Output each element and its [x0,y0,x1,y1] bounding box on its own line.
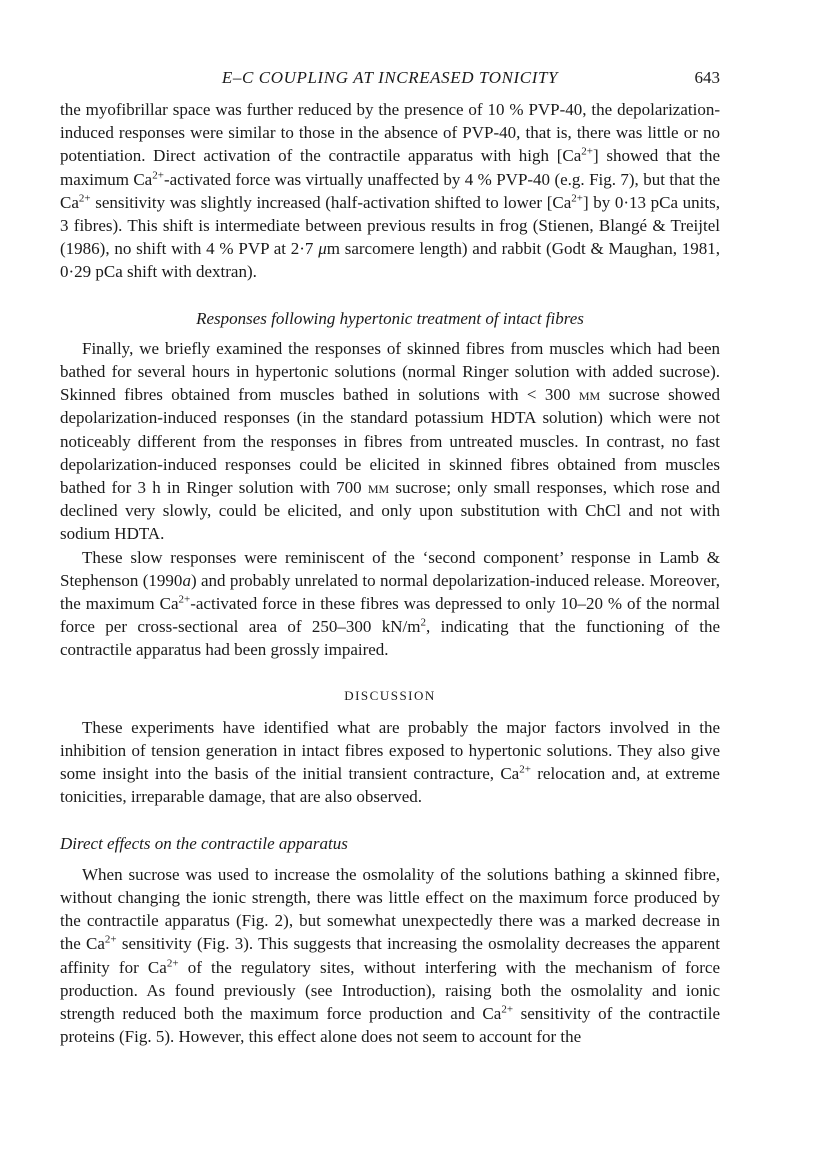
paragraph-hypertonic-treatment: Finally, we briefly examined the responses of skinned fibres from muscles which had been bathed for several hours in hypertonic solutions (normal Ringer solution with added sucrose). Skinned fibres obtained from muscles bathed in solutions with < 300 mm sucrose showed depolarization-induced responses (in the standard potassium HDTA solution) which were not noticeably different from the responses in fibres from untreated muscles. In contrast, no fast depolarization-induced responses could be elicited in skinned fibres obtained from muscles bathed for 3 h in Ringer solution with 700 mm sucrose; only small responses, which rose and declined very slowly, could be elicited, and only upon substitution with ChCl and not with sodium HDTA. [60,338,721,544]
subsection-heading-direct-effects: Direct effects on the contractile apparatus [60,834,348,854]
page-number: 643 [694,68,720,87]
section-heading-discussion: DISCUSSION [344,687,436,703]
article-body [60,98,720,1048]
paragraph-direct-effects: When sucrose was used to increase the osmolality of the solutions bathing a skinned fibre, without changing the ionic strength, there was little effect on the maximum force produced by the contractile apparatus (Fig. 2), but somewhat unexpectedly there was a marked decrease in the $Ca^{2+}$ sensitivity (Fig. 3). This suggests that increasing the osmolality decreases the apparent affinity for $Ca^{2+}$ of the regulatory sites, without interfering with the mechanism of force production. As found previously (see Introduction), raising both the osmolality and ionic strength reduced both the maximum force production and $Ca^{2+}$ sensitivity of the contractile proteins (Fig. 5). However, this effect alone does not seem to account for the [60,864,721,1047]
paragraph-discussion-intro: These experiments have identified what are probably the major factors involved in the inhibition of tension generation in intact fibres exposed to hypertonic solutions. They also give some insight into the basis of the initial transient contracture, $Ca^{2+}$ relocation and, at extreme tonicities, irreparable damage, that are also observed. [60,717,720,807]
running-title: E–C COUPLING AT INCREASED TONICITY [221,68,559,87]
paragraph-continued: the myofibrillar space was further reduced by the presence of 10 % PVP-40, the depolarization-induced responses were similar to those in the absence of PVP-40, that is, there was little or no potentiation. Direct activation of the contractile apparatus with high $[Ca^{2+}]$ showed that the maximum $Ca^{2+}$-activated force was virtually unaffected by 4 % PVP-40 (e.g. Fig. 7), but that the $Ca^{2+}$ sensitivity was slightly increased (half-activation shifted to lower $[Ca^{2+}]$ by 0·13 pCa units, 3 fibres). This shift is intermediate between previous results in frog (Stienen, Blangé & Treijtel (1986), no shift with 4 % PVP at 2·7 μm sarcomere length) and rabbit (Godt & Maughan, 1981, 0·29 pCa shift with dextran). [60,100,721,282]
subsection-heading-responses: Responses following hypertonic treatment of intact fibres [196,308,584,328]
paragraph-slow-responses: These slow responses were reminiscent of the ‘second component’ response in Lamb & Stephenson (1990a) and probably unrelated to normal depolarization-induced release. Moreover, the maximum $Ca^{2+}$-activated force in these fibres was depressed to only 10–20 % of the normal force per cross-sectional area of 250–300 $kN/m^2$, indicating that the functioning of the contractile apparatus had been grossly impaired. [60,547,721,660]
